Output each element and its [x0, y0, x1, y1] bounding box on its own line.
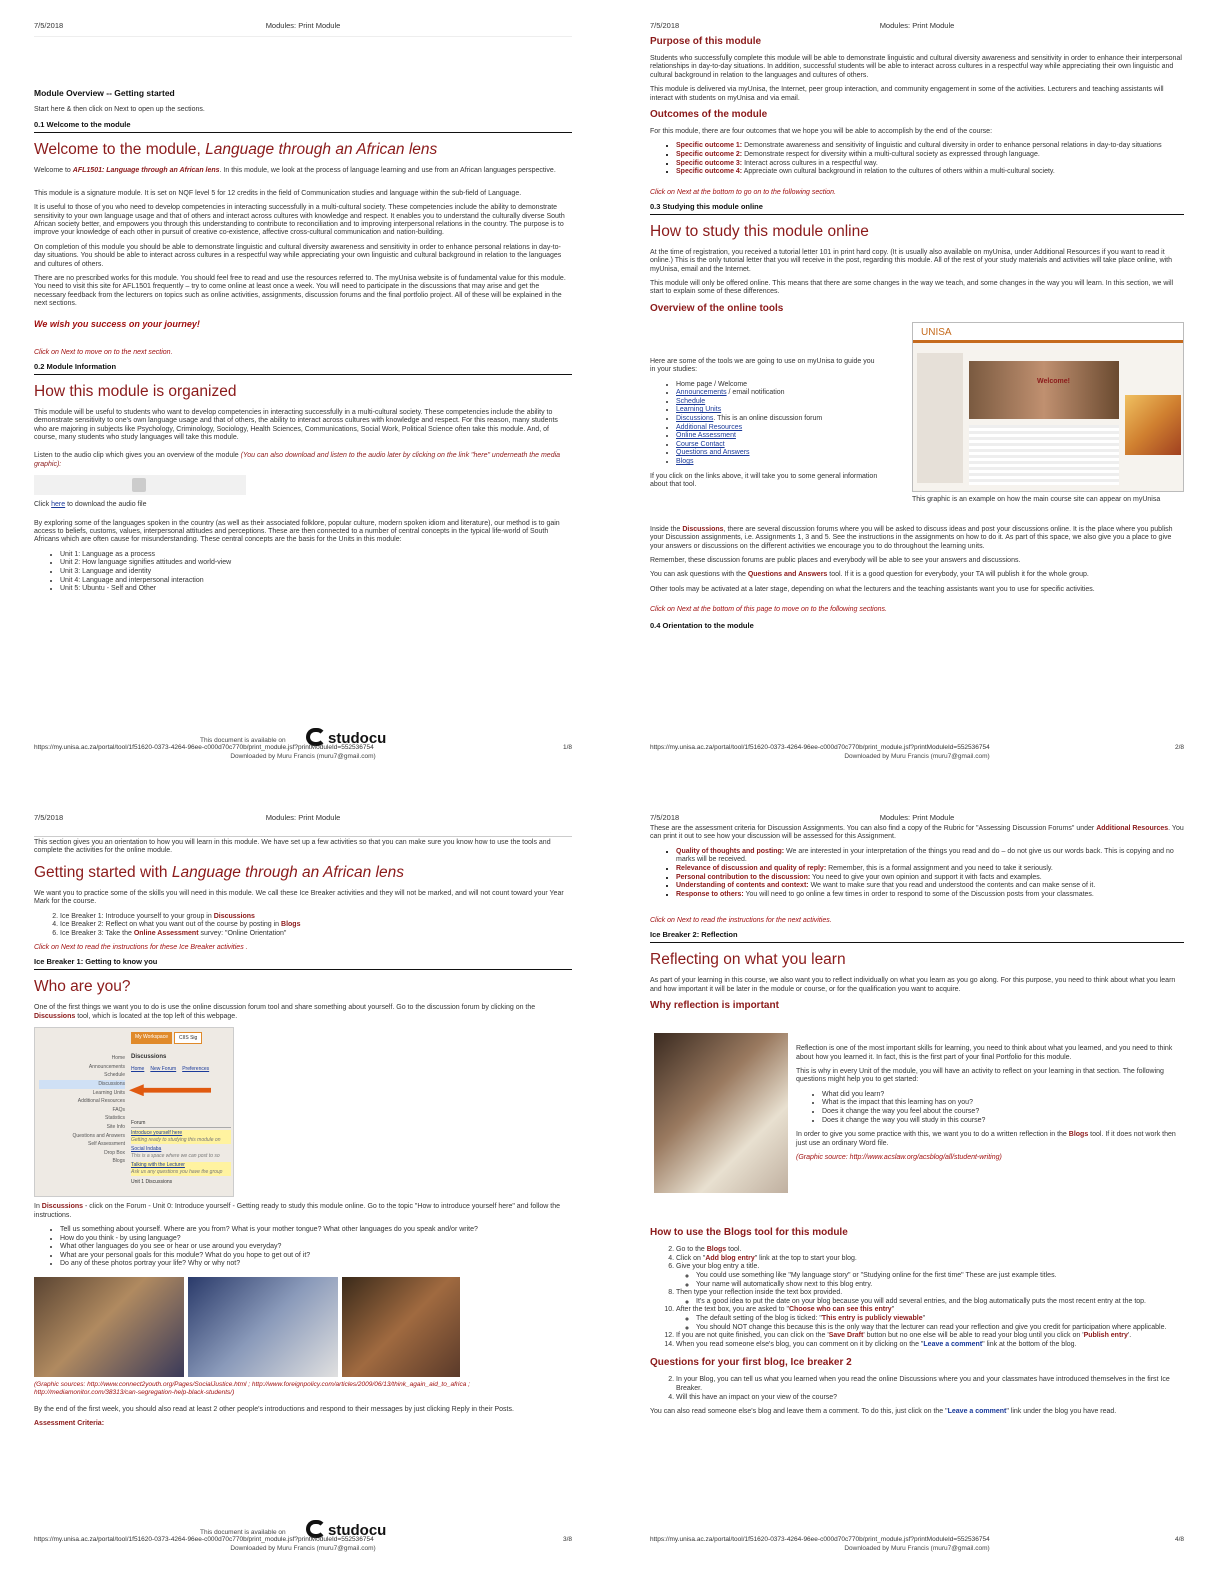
list-item: • Discussions. This is an online discussion forum [676, 415, 880, 424]
organized-title: How this module is organized [34, 382, 237, 400]
graphic-caption: This graphic is an example on how the main course site can appear on myUnisa [912, 495, 1161, 503]
tab-ciis-sig: CIIS Sig [174, 1032, 202, 1044]
student-writing-photo [654, 1033, 788, 1193]
list-item: ◦ It's a good idea to put the date on your blog because you will add several entries, and the blog automatically puts the most recent entry at the top. [696, 1298, 1184, 1307]
welcome-paragraph: Welcome to AFL1501: Language through an African lens. In this module, we look at the process of language learning and use from an African languages perspective. [34, 167, 556, 175]
module-overview-heading: Module Overview -- Getting started [34, 88, 175, 98]
list-item: ▪ Response to others: You will need to go online a few times in order to respond to some of the Discussion posts from your classmates. [676, 891, 1184, 900]
photos-row [34, 1277, 572, 1377]
study-paragraph-1: At the time of registration, you received a tutorial letter 101 in print hard copy. (It is usually also available on myUnisa, under Additional Resources if you want to read it online.) This is the only tutorial letter that you will receive in the post, regarding this module. All of the rest of your study materials and activities will take place online, with myUnisa, email and the Internet. [650, 248, 1173, 273]
course-contact-link[interactable]: Course Contact [676, 440, 725, 448]
page-number: 3/8 [562, 1536, 572, 1543]
by-end-paragraph: By the end of the first week, you should also read at least 2 other people's introductions and respond to their messages by just clicking Reply in their Posts. [34, 1405, 514, 1413]
page-3 [0, 792, 612, 1584]
graphic-sources: (Graphic sources: http://www.connect2youth.org/Pages/SocialJustice.html ; http://www.foreignpolicy.com/articles/2009/06/13/think_again_aid_to_africa ; http://mediamonitor.com/38313/can-segregation-help-black-students/) [34, 1381, 470, 1397]
tools-section [650, 322, 1184, 522]
list-item: • What are your personal goals for this module? What do you hope to get out of it? [60, 1252, 572, 1261]
audio-player[interactable] [34, 475, 246, 495]
list-item: • Unit 2: How language signifies attitudes and world-view [60, 559, 572, 568]
announcements-link[interactable]: Announcements [676, 389, 727, 397]
list-item: ◦ You should NOT change this because this is the only way that the lecturer can read your reflection and give you credit for participation where applicable. [696, 1324, 1184, 1333]
who-paragraph: One of the first things we want you to do is use the online discussion forum tool and share something about yourself. Go to the discussion forum by clicking on the Discussions tool, which is located at the top left of this webpage. [34, 1004, 536, 1020]
list-item: ▪ Quality of thoughts and posting: We are interested in your interpretation of the things you read and do – do not give us our words back. This is copying and no marks will be received. [676, 848, 1184, 865]
click-next-note: Click on Next to read the instructions for these Ice Breaker activities . [34, 944, 248, 952]
section-0-3-heading: 0.3 Studying this module online [650, 202, 1184, 215]
photo-student [342, 1277, 460, 1377]
list-item [676, 441, 880, 450]
list-item: 10. After the text box, you are asked to "Choose who can see this entry" ◦ The default setting of the blog is ticked: "This entry is publicly viewable" ◦ You should NOT change this because this is the only way that the lecturer can read your reflection and give you credit for participation where applicable. [676, 1306, 1184, 1332]
remember-paragraph: Remember, these discussion forums are public places and everybody will be able to see your answers and discussions. [650, 557, 1021, 565]
downloaded-by: Downloaded by Muru Francis (muru7@gmail.com) [844, 753, 990, 760]
list-item: ▪ Specific outcome 4: Appreciate own cultural background in relation to the cultures of others within a multi-cultural society. [676, 168, 1184, 177]
tools-after: If you click on the links above, it will take you to some general information about that tool. [650, 472, 878, 488]
criteria-list [676, 848, 1184, 900]
list-item: 4. Ice Breaker 2: Reflect on what you want out of the course by posting in Blogs [60, 921, 572, 930]
purpose-title: Purpose of this module [650, 36, 762, 47]
list-item: • How do you think - by using language? [60, 1235, 572, 1244]
available-on-text: This document is available on [200, 1529, 286, 1536]
list-item: • Home page / Welcome [676, 381, 880, 390]
graphic-source: (Graphic source: http://www.acslaw.org/acsblog/all/student-writing) [796, 1154, 1002, 1161]
study-paragraph-2: This module will only be offered online. This means that there are some changes in the way we teach, and some changes in the way you will learn. In this section, we will start to explain some of these differences. [650, 280, 1174, 296]
unisa-logo: UNISA [913, 323, 1183, 343]
list-item: ▪ Specific outcome 2: Demonstrate respect for diversity within a multi-cultural society as expressed through language. [676, 151, 1184, 160]
reflection-section [650, 1021, 1184, 1211]
list-item: 6. Give your blog entry a title. ◦ You could use something like "My language story" or "Studying online for the first time" These are just example titles. ◦ Your name will automatically show next to this blog entry. [676, 1263, 1184, 1289]
section-0-2-heading: 0.2 Module Information [34, 362, 572, 375]
reflect-paragraph: As part of your learning in this course, we also want you to reflect individually on what you learn as you go along. For this purpose, you need to think about what you learn and how important it will be later in the module or course, or for the qualification you want to acquire. [650, 977, 1176, 993]
page-number: 2/8 [1174, 744, 1184, 751]
header-title: Modules: Print Module [879, 21, 955, 30]
downloaded-by: Downloaded by Muru Francis (muru7@gmail.com) [230, 1545, 376, 1552]
page-number: 4/8 [1174, 1536, 1184, 1543]
header-date: 7/5/2018 [34, 21, 64, 30]
footer-url: https://my.unisa.ac.za/portal/tool/1f51620-0373-4264-96ee-c000d70c770b/print_module.jsf?printModuleId=552536754 [650, 1536, 990, 1543]
list-item: • What other languages do you see or hear or use around you everyday? [60, 1243, 572, 1252]
list-item: ▪ Relevance of discussion and quality of reply: Remember, this is a formal assignment and you need to take it seriously. [676, 865, 1184, 874]
online-assessment-link[interactable]: Online Assessment [676, 432, 736, 440]
orientation-paragraph: This section gives you an orientation to how you will learn in this module. We have set up a few activities so that you can make sure you know how to use the tools and complete the activities for the online module. [34, 836, 572, 856]
list-item [676, 398, 880, 407]
why-questions-list [822, 1091, 1184, 1125]
list-item: 4. Will this have an impact on your view of the course? [676, 1394, 1184, 1403]
organized-paragraph: This module will be useful to students who want to develop competencies in interacting successfully in a multi-cultural society. These competencies include the ability to demonstrate sensitivity to one's own language usage and that of others, the ability to interact across cultures with knowledge and respect. For this reason, many students who are majoring in subjects like Psychology, Criminology, Sociology, Health Sciences, Communications, Social Work, Political Science often take this module. And, of course, many students who study languages will take this module. [34, 408, 558, 441]
downloaded-by: Downloaded by Muru Francis (muru7@gmail.com) [230, 753, 376, 760]
tools-intro: Here are some of the tools we are going to use on myUnisa to guide you in your studies: [650, 357, 875, 374]
getting-started-title: Getting started with Language through an African lens [34, 863, 404, 881]
list-item: • What did you learn? [822, 1091, 1184, 1100]
purpose-paragraph-1: Students who successfully complete this module will be able to demonstrate linguistic and cultural diversity awareness and sensitivity in order to enhance their interpersonal relationships in day-to-day situations. In addition, successful students will be able to interact across cultures in a respectful way while appreciating their own linguistic and cultural background in relation to the languages and cultures of others. [650, 55, 1182, 79]
header-title: Modules: Print Module [265, 21, 341, 30]
outcomes-list [676, 142, 1184, 176]
list-item: • Unit 5: Ubuntu - Self and Other [60, 585, 572, 594]
learning-units-link[interactable]: Learning Units [676, 406, 722, 414]
list-item: • Unit 3: Language and identity [60, 568, 572, 577]
outcomes-intro: For this module, there are four outcomes that we hope you will be able to accomplish by the end of the course: [650, 128, 993, 136]
tab-my-workspace: My Workspace [131, 1032, 172, 1044]
list-item: ◦ The default setting of the blog is ticked: "This entry is publicly viewable" [696, 1315, 1184, 1324]
list-item: • What is the impact that this learning has on you? [822, 1099, 1184, 1108]
studocu-logo: studocu [306, 1520, 386, 1539]
list-item: 2. Ice Breaker 1: Introduce yourself to your group in Discussions [60, 913, 572, 922]
start-here-text: Start here & then click on Next to open up the sections. [34, 106, 205, 113]
read-blog-paragraph: You can also read someone else's blog and leave them a comment. To do this, just click on the "Leave a comment" link under the blog you have read. [650, 1408, 1117, 1416]
welcome-title: Welcome to the module, Language through an African lens [34, 141, 438, 159]
practice-blogs-paragraph: In order to give you some practice with this, we want you to do a written reflection in the Blogs tool. If it does not work then just use an ordinary Word file. [796, 1131, 1176, 1147]
completion-paragraph: On completion of this module you should be able to demonstrate linguistic and cultural diversity awareness and sensitivity in order to enhance personal relations in day-to-day situations. You should be able to interact across cultures in a respectful way while appreciating your own linguistic and cultural background in relation to the languages and cultures of others. [34, 243, 562, 268]
header-date: 7/5/2018 [34, 813, 64, 822]
discussions-link[interactable]: Discussions [676, 415, 714, 423]
discussions-tool-screenshot: My Workspace CIIS Sig Home Announcements Schedule Discussions Learning Units Additional Resources FAQs Statistics Site Info Questions and Answers Self Assessment Drop Box Blogs Discussions Home New Forum Preferences Forum Introduce yourself here Getting ready to studying this module on Social Indaba This is a space where we can post to so Talking with the Lecturer Ask us any questions you have the group Unit 1 Discussions [34, 1027, 234, 1197]
list-item: • Announcements / email notification [676, 389, 880, 398]
list-item: ▪ Specific outcome 1: Demonstrate awareness and sensitivity of linguistic and cultural diversity in order to enhance personal relations in day-to-day situations [676, 142, 1184, 151]
click-next-note: Click on Next at the bottom of this page to move on to the following sections. [650, 606, 887, 614]
competencies-paragraph: It is useful to those of you who need to develop competencies in interacting successfully in a multi-cultural society. These competencies include the ability to demonstrate sensitivity to your own language usage and that of others and interact across cultures with knowledge and respect. It enables you to understand the culturally diverse South African society better, and empowers you through this understanding to contribute to reconciliation and to improving interpersonal relations in the country. The purpose is to improve your knowledge of each other in pursuit of creative co-existence, affective cross-cultural communication and nation-building. [34, 204, 565, 237]
photo-workers [188, 1277, 338, 1377]
schedule-link[interactable]: Schedule [676, 397, 706, 405]
page-4 [612, 792, 1224, 1584]
section-0-4-heading: 0.4 Orientation to the module [650, 621, 754, 631]
tools-list [676, 381, 880, 467]
prescribed-works-paragraph: There are no prescribed works for this module. You should feel free to read and use the resources referred to. The myUnisa website is of fundamental value for this module. You need to visit this site for AFL1501 frequently – try to come online at least once a week. You will need to participate in the discussions that may arise and get the necessary feedback from the lecturers on topics such as online activities, assignments, discussion forums and the final portfolio project. All of these will be explained in the next sections. [34, 275, 566, 308]
list-item: • Unit 4: Language and interpersonal interaction [60, 577, 572, 586]
list-item: ◦ Your name will automatically show next to this blog entry. [696, 1281, 1184, 1290]
list-item: • Does it change the way you will study in this course? [822, 1117, 1184, 1126]
assessment-criteria-heading: Assessment Criteria: [34, 1420, 105, 1428]
other-tools-paragraph: Other tools may be activated at a later stage, depending on what the lecturers and the teaching assistants want you to use for specific activities. [650, 585, 1095, 593]
list-item: • Tell us something about yourself. Where are you from? What is your mother tongue? What other languages do you speak and/or write? [60, 1226, 572, 1235]
list-item: 14. When you read someone else's blog, you can comment on it by clicking on the "Leave a comment" link at the bottom of the blog. [676, 1341, 1184, 1350]
click-next-note: Click on Next to read the instructions for the next activities. [650, 917, 832, 925]
qa-paragraph: You can ask questions with the Questions and Answers tool. If it is a good question for everybody, your TA will publish it for the whole group. [650, 571, 1089, 579]
icebreaker-2-heading: Ice Breaker 2: Reflection [650, 930, 1184, 943]
why-reflection-title: Why reflection is important [650, 1000, 779, 1012]
units-list [60, 551, 572, 594]
photo-women [34, 1277, 184, 1377]
list-item: 8. Then type your reflection inside the text box provided. ◦ It's a good idea to put the date on your blog because you will add several entries, and the blog automatically puts the most recent entry at the top. [676, 1289, 1184, 1306]
blogs-link[interactable]: Blogs [676, 458, 694, 465]
list-item: • Do any of these photos portray your life? Why or why not? [60, 1260, 572, 1269]
arrow-left-icon [129, 1084, 211, 1096]
page-2 [612, 0, 1224, 792]
explore-paragraph: By exploring some of the languages spoken in the country (as well as their associated folklore, popular culture, modern spoken idiom and literature), our method is to gain access to beliefs, customs, values, interpersonal attitudes and perceptions. These are then connected to a number of central concepts in the typical life-world of South Africans which are often cause for misunderstanding. These central concepts are the basis for the Units in this module: [34, 519, 560, 544]
page-number: 1/8 [562, 744, 572, 751]
list-item [676, 458, 880, 467]
footer-url: https://my.unisa.ac.za/portal/tool/1f51620-0373-4264-96ee-c000d70c770b/print_module.jsf?printModuleId=552536754 [34, 1536, 374, 1543]
discussions-paragraph: Inside the Discussions, there are several discussion forums where you will be asked to discuss ideas and post your discussions online. It is the place where you publish your Discussion assignments, i.e. Assignments 1, 3 and 5. See the instructions in the assignments on how to do it. As part of this space, we also give you a place to give your answers or discussions on the different activities we encourage you to do throughout the learning units. [650, 525, 1173, 550]
click-next-note: Click on Next to move on to the next section. [34, 348, 173, 356]
list-item [676, 406, 880, 415]
header-date: 7/5/2018 [650, 21, 680, 30]
footer-url: https://my.unisa.ac.za/portal/tool/1f51620-0373-4264-96ee-c000d70c770b/print_module.jsf?printModuleId=552536754 [650, 744, 990, 751]
additional-resources-link[interactable]: Additional Resources [676, 423, 743, 431]
list-item [676, 424, 880, 433]
list-item [676, 449, 880, 458]
here-link[interactable]: here [51, 501, 66, 509]
studocu-logo: studocu [306, 728, 386, 747]
list-item: 12. If you are not quite finished, you can click on the 'Save Draft' button but no one else will be able to read your blog until you click on 'Publish entry'. [676, 1332, 1184, 1341]
outcomes-title: Outcomes of the module [650, 109, 768, 121]
list-item: • Does it change the way you feel about the course? [822, 1108, 1184, 1117]
practice-paragraph: We want you to practice some of the skills you will need in this module. We call these Ice Breaker activities and they will not be marked, and will not count toward your Year Mark for the course. [34, 889, 564, 906]
questions-blog-title: Questions for your first blog, Ice breaker 2 [650, 1357, 852, 1369]
blog-steps-list [676, 1246, 1184, 1349]
icebreakers-list [60, 913, 572, 939]
study-online-title: How to study this module online [650, 222, 869, 240]
list-item: 2. In your Blog, you can tell us what you learned when you read the online Discussions where you and your classmates have introduced themselves in the first Ice Breaker. [676, 1376, 1184, 1393]
criteria-intro: These are the assessment criteria for Discussion Assignments. You can also find a copy of the Rubric for "Assessing Discussion Forums" under Additional Resources. You can print it out to see how your discussion will be assessed for this Assignment. [650, 825, 1184, 841]
icebreaker-1-heading: Ice Breaker 1: Getting to know you [34, 957, 572, 970]
questions-answers-link[interactable]: Questions and Answers [676, 449, 750, 457]
tools-title: Overview of the online tools [650, 302, 784, 314]
list-item: ◦ You could use something like "My language story" or "Studying online for the first time" These are just example titles. [696, 1272, 1184, 1281]
list-item [676, 432, 880, 441]
list-item: 2. Go to the Blogs tool. [676, 1246, 1184, 1255]
why-paragraph-1: Reflection is one of the most important skills for learning, you need to think about what you learned, and you need to think about how you learned it. In fact, this is the first part of your final Portfolio for this module. [796, 1045, 1173, 1061]
who-are-you-title: Who are you? [34, 978, 131, 996]
click-next-note: Click on Next at the bottom to go on to the following section. [650, 188, 836, 196]
reflecting-title: Reflecting on what you learn [650, 951, 846, 969]
listen-paragraph: Listen to the audio clip which gives you an overview of the module (You can also download and listen to the audio later by clicking on the link "here" underneath the media graphic): [34, 452, 561, 468]
header-date: 7/5/2018 [650, 813, 680, 822]
header-title: Modules: Print Module [265, 813, 341, 822]
screenshot-nav: Home Announcements Schedule Discussions Learning Units Additional Resources FAQs Statistics Site Info Questions and Answers Self Assessment Drop Box Blogs [39, 1054, 125, 1166]
list-item: ▪ Personal contribution to the discussion: You need to give your own opinion and support it with facts and examples. [676, 874, 1184, 883]
list-item: ▪ Understanding of contents and context: We want to make sure that you read and understood the contents and can make sense of it. [676, 882, 1184, 891]
screenshot-discussions-title: Discussions [131, 1054, 167, 1061]
blogs-tool-title: How to use the Blogs tool for this module [650, 1227, 848, 1239]
list-item: 6. Ice Breaker 3: Take the Online Assessment survey: "Online Orientation" [60, 930, 572, 939]
introduction-questions-list [60, 1226, 572, 1269]
myunisa-screenshot [912, 322, 1184, 492]
in-discussions-paragraph: In Discussions - click on the Forum - Unit 0: Introduce yourself - Getting ready to study this module online. Go to the topic "How to introduce yourself here" and follow the instructions. [34, 1203, 560, 1219]
signature-module-paragraph: This module is a signature module. It is set on NQF level 5 for 12 credits in the field of Communication studies and language within the sub-field of Language. [34, 189, 522, 197]
page-1 [0, 0, 612, 792]
blog-questions-list [676, 1376, 1184, 1402]
download-audio-line: Click here to download the audio file [34, 501, 147, 509]
list-item: 4. Click on "Add blog entry" link at the top to start your blog. [676, 1255, 1184, 1264]
downloaded-by: Downloaded by Muru Francis (muru7@gmail.com) [844, 1545, 990, 1552]
purpose-paragraph-2: This module is delivered via myUnisa, the Internet, peer group interaction, and community engagement in some of the activities. Lecturers and teaching assistants will interact with students on myUnisa and via email. [650, 86, 1164, 102]
section-0-1-heading: 0.1 Welcome to the module [34, 120, 572, 133]
list-item: ▪ Specific outcome 3: Interact across cultures in a respectful way. [676, 160, 1184, 169]
header-title: Modules: Print Module [879, 813, 955, 822]
why-paragraph-2: This is why in every Unit of the module, you will have an activity to reflect on your learning in that section. The following questions might help you to get started: [796, 1068, 1164, 1084]
success-wish: We wish you success on your journey! [34, 318, 200, 329]
footer-url: https://my.unisa.ac.za/portal/tool/1f51620-0373-4264-96ee-c000d70c770b/print_module.jsf?printModuleId=552536754 [34, 744, 374, 751]
list-item: • Unit 1: Language as a process [60, 551, 572, 560]
plugin-icon [132, 478, 146, 492]
available-on-text: This document is available on [200, 737, 286, 744]
screenshot-welcome: Welcome! [1037, 377, 1070, 385]
